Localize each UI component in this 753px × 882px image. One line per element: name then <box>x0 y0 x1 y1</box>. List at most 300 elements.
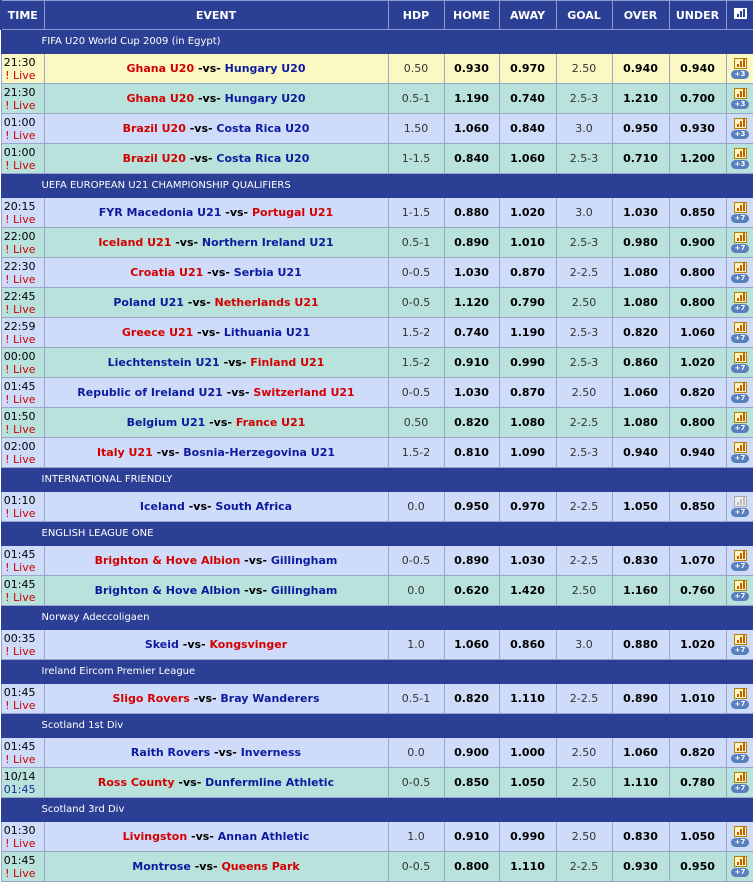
chart-bar <box>737 124 739 127</box>
chart-bar <box>743 323 745 331</box>
away-team[interactable]: Kongsvinger <box>209 638 287 651</box>
match-time: 01:45 <box>2 548 36 561</box>
home-odds[interactable]: 0.820 <box>444 408 499 438</box>
over-odds[interactable]: 1.060 <box>612 378 669 408</box>
match-row <box>1 288 753 318</box>
chart-bar <box>743 773 745 781</box>
home-odds[interactable]: 1.030 <box>444 378 499 408</box>
home-odds[interactable]: 0.880 <box>444 198 499 228</box>
chart-icon[interactable] <box>734 58 747 69</box>
live-indicator[interactable]: ! Live <box>2 243 36 256</box>
match-event <box>44 198 388 228</box>
match-icons <box>726 546 753 576</box>
goal-line: 2-2.5 <box>556 852 612 882</box>
live-indicator[interactable]: ! Live <box>2 99 36 112</box>
away-odds[interactable]: 1.420 <box>499 576 556 606</box>
goal-line: 2.5-3 <box>556 84 612 114</box>
chart-bar <box>740 385 742 391</box>
home-odds[interactable]: 0.910 <box>444 822 499 852</box>
home-odds[interactable]: 1.190 <box>444 84 499 114</box>
home-team[interactable]: Sligo Rovers <box>113 692 190 705</box>
home-team[interactable]: Poland U21 <box>113 296 184 309</box>
live-indicator[interactable]: ! Live <box>2 753 36 766</box>
away-odds[interactable]: 0.970 <box>499 54 556 84</box>
goal-line: 2-2.5 <box>556 408 612 438</box>
chart-bar <box>743 635 745 643</box>
vs-separator: -vs- <box>207 266 230 279</box>
vs-separator: -vs- <box>244 554 267 567</box>
away-team[interactable]: Lithuania U21 <box>224 326 310 339</box>
home-team[interactable]: Iceland <box>140 500 185 513</box>
away-odds[interactable]: 1.090 <box>499 438 556 468</box>
chart-icon[interactable] <box>734 88 747 99</box>
home-team[interactable]: Brazil U20 <box>123 122 186 135</box>
away-team[interactable]: Netherlands U21 <box>214 296 318 309</box>
live-indicator[interactable]: ! Live <box>2 363 36 376</box>
more-markets-icon[interactable]: +7 <box>731 838 749 847</box>
home-odds[interactable]: 0.620 <box>444 576 499 606</box>
home-odds[interactable]: 1.060 <box>444 630 499 660</box>
home-team[interactable]: Ghana U20 <box>127 62 195 75</box>
over-odds[interactable]: 0.930 <box>612 852 669 882</box>
match-event <box>44 738 388 768</box>
away-odds[interactable]: 0.970 <box>499 492 556 522</box>
match-time-cell <box>1 114 44 144</box>
more-markets-icon[interactable]: +7 <box>731 754 749 763</box>
home-odds[interactable]: 1.120 <box>444 288 499 318</box>
match-row <box>1 318 753 348</box>
chart-bar <box>743 743 745 751</box>
away-team[interactable]: Serbia U21 <box>234 266 302 279</box>
goal-line: 3.0 <box>556 630 612 660</box>
match-icons <box>726 318 753 348</box>
away-team[interactable]: Gillingham <box>271 554 338 567</box>
over-odds[interactable]: 0.860 <box>612 348 669 378</box>
home-odds[interactable]: 0.900 <box>444 738 499 768</box>
match-time: 01:45 <box>2 578 36 591</box>
away-odds[interactable]: 1.110 <box>499 684 556 714</box>
more-markets-icon[interactable]: +7 <box>731 700 749 709</box>
home-odds[interactable]: 0.800 <box>444 852 499 882</box>
away-odds[interactable]: 0.990 <box>499 822 556 852</box>
away-team[interactable]: Annan Athletic <box>218 830 310 843</box>
under-odds[interactable]: 0.930 <box>669 114 726 144</box>
over-odds[interactable]: 0.830 <box>612 822 669 852</box>
under-odds[interactable]: 0.800 <box>669 408 726 438</box>
chart-bar <box>743 689 745 697</box>
home-odds[interactable]: 0.890 <box>444 228 499 258</box>
under-odds[interactable]: 1.200 <box>669 144 726 174</box>
chart-icon[interactable] <box>734 232 747 243</box>
live-indicator[interactable]: ! Live <box>2 591 36 604</box>
home-team[interactable]: Republic of Ireland U21 <box>77 386 223 399</box>
chart-bar <box>737 358 739 361</box>
vs-separator: -vs- <box>224 356 247 369</box>
live-indicator[interactable]: ! Live <box>2 837 36 850</box>
more-markets-icon[interactable]: +3 <box>731 100 749 109</box>
under-odds[interactable]: 0.800 <box>669 288 726 318</box>
chart-icon[interactable] <box>734 742 747 753</box>
away-odds[interactable]: 0.790 <box>499 288 556 318</box>
more-markets-icon[interactable]: +7 <box>731 364 749 373</box>
more-markets-icon[interactable]: +7 <box>731 214 749 223</box>
home-team[interactable]: Liechtenstein U21 <box>108 356 220 369</box>
match-row <box>1 768 753 798</box>
over-odds[interactable]: 0.820 <box>612 318 669 348</box>
handicap-line: 1-1.5 <box>388 144 444 174</box>
over-odds[interactable]: 0.890 <box>612 684 669 714</box>
chart-bar <box>743 383 745 391</box>
chart-icon[interactable] <box>734 580 747 591</box>
more-markets-icon[interactable]: +7 <box>731 244 749 253</box>
home-team[interactable]: Montrose <box>132 860 191 873</box>
icon-stack <box>727 688 753 709</box>
chart-icon[interactable] <box>734 550 747 561</box>
home-team[interactable]: Skeid <box>145 638 179 651</box>
home-team[interactable]: Greece U21 <box>122 326 193 339</box>
home-team[interactable]: Croatia U21 <box>130 266 203 279</box>
match-event <box>44 54 388 84</box>
icon-stack <box>727 550 753 571</box>
home-odds[interactable]: 1.030 <box>444 258 499 288</box>
over-odds[interactable]: 0.940 <box>612 54 669 84</box>
chart-icon[interactable] <box>734 382 747 393</box>
home-odds[interactable]: 0.810 <box>444 438 499 468</box>
home-odds[interactable]: 1.060 <box>444 114 499 144</box>
live-indicator[interactable]: ! Live <box>2 867 36 880</box>
handicap-line: 0-0.5 <box>388 768 444 798</box>
match-time-cell <box>1 684 44 714</box>
live-indicator[interactable]: ! Live <box>2 453 36 466</box>
live-indicator[interactable]: ! Live <box>2 129 36 142</box>
under-odds[interactable]: 0.850 <box>669 198 726 228</box>
icon-stack <box>727 148 753 169</box>
away-odds[interactable]: 0.860 <box>499 630 556 660</box>
more-markets-icon[interactable]: +7 <box>731 304 749 313</box>
more-markets-icon[interactable]: +7 <box>731 274 749 283</box>
handicap-line: 0-0.5 <box>388 852 444 882</box>
chart-icon[interactable] <box>734 148 747 159</box>
home-odds[interactable]: 0.820 <box>444 684 499 714</box>
match-time-cell <box>1 492 44 522</box>
col-stats[interactable] <box>726 1 753 30</box>
icon-stack <box>727 382 753 403</box>
chart-bar <box>743 581 745 589</box>
home-team[interactable]: Brighton & Hove Albion <box>95 584 241 597</box>
match-row <box>1 258 753 288</box>
chart-bar <box>743 497 745 505</box>
away-team[interactable]: Northern Ireland U21 <box>202 236 334 249</box>
match-row <box>1 228 753 258</box>
match-event <box>44 228 388 258</box>
more-markets-icon[interactable]: +3 <box>731 160 749 169</box>
handicap-line: 0.5-1 <box>388 684 444 714</box>
match-row <box>1 630 753 660</box>
goal-line: 2.50 <box>556 576 612 606</box>
away-odds[interactable]: 0.990 <box>499 348 556 378</box>
away-odds[interactable]: 1.080 <box>499 408 556 438</box>
chart-icon[interactable] <box>734 772 747 783</box>
over-odds[interactable]: 1.080 <box>612 288 669 318</box>
under-odds[interactable]: 0.940 <box>669 54 726 84</box>
away-team[interactable]: Dunfermline Athletic <box>205 776 334 789</box>
away-team[interactable]: Finland U21 <box>250 356 324 369</box>
away-odds[interactable]: 1.010 <box>499 228 556 258</box>
more-markets-icon[interactable]: +7 <box>731 562 749 571</box>
away-odds[interactable]: 1.190 <box>499 318 556 348</box>
icon-stack <box>727 826 753 847</box>
under-odds[interactable]: 1.050 <box>669 822 726 852</box>
more-markets-icon[interactable]: +7 <box>731 454 749 463</box>
home-odds[interactable]: 0.740 <box>444 318 499 348</box>
under-odds[interactable]: 1.020 <box>669 348 726 378</box>
home-team[interactable]: Brazil U20 <box>123 152 186 165</box>
over-odds[interactable]: 0.710 <box>612 144 669 174</box>
match-icons <box>726 768 753 798</box>
goal-line: 2-2.5 <box>556 546 612 576</box>
chart-icon[interactable] <box>734 202 747 213</box>
match-time: 21:30 <box>2 56 36 69</box>
over-odds[interactable]: 1.060 <box>612 738 669 768</box>
live-indicator[interactable]: ! Live <box>2 303 36 316</box>
league-title: ENGLISH LEAGUE ONE <box>1 522 753 546</box>
away-team[interactable]: Costa Rica U20 <box>216 152 309 165</box>
live-indicator[interactable]: ! Live <box>2 213 36 226</box>
chart-bar <box>737 586 739 589</box>
under-odds[interactable]: 0.850 <box>669 492 726 522</box>
match-time-cell <box>1 198 44 228</box>
league-header <box>1 714 753 738</box>
over-odds[interactable]: 1.160 <box>612 576 669 606</box>
under-odds[interactable]: 1.020 <box>669 630 726 660</box>
over-odds[interactable]: 0.940 <box>612 438 669 468</box>
under-odds[interactable]: 0.760 <box>669 576 726 606</box>
away-odds[interactable]: 1.110 <box>499 852 556 882</box>
live-indicator[interactable]: ! Live <box>2 699 36 712</box>
away-odds[interactable]: 0.840 <box>499 114 556 144</box>
icon-stack <box>727 412 753 433</box>
match-row <box>1 114 753 144</box>
match-event <box>44 684 388 714</box>
match-row <box>1 738 753 768</box>
away-team[interactable]: Bosnia-Herzegovina U21 <box>183 446 335 459</box>
match-time: 00:35 <box>2 632 36 645</box>
home-team[interactable]: Raith Rovers <box>131 746 210 759</box>
over-odds[interactable]: 1.050 <box>612 492 669 522</box>
away-team[interactable]: Bray Wanderers <box>220 692 319 705</box>
more-markets-icon[interactable]: +7 <box>731 784 749 793</box>
handicap-line: 1.5-2 <box>388 348 444 378</box>
home-team[interactable]: Belgium U21 <box>127 416 206 429</box>
vs-separator: -vs- <box>198 62 221 75</box>
home-team[interactable]: Ross County <box>98 776 175 789</box>
match-event <box>44 492 388 522</box>
goal-line: 2.5-3 <box>556 318 612 348</box>
live-indicator[interactable]: ! Live <box>2 333 36 346</box>
live-indicator[interactable]: 01:45 <box>2 783 36 796</box>
home-odds[interactable]: 0.910 <box>444 348 499 378</box>
away-team[interactable]: Costa Rica U20 <box>216 122 309 135</box>
col-time: TIME <box>1 1 44 30</box>
chart-bar <box>743 89 745 97</box>
match-time-cell <box>1 852 44 882</box>
live-indicator[interactable]: ! Live <box>2 69 36 82</box>
away-team[interactable]: France U21 <box>236 416 306 429</box>
vs-separator: -vs- <box>214 746 237 759</box>
under-odds[interactable]: 0.900 <box>669 228 726 258</box>
home-odds[interactable]: 0.840 <box>444 144 499 174</box>
under-odds[interactable]: 1.010 <box>669 684 726 714</box>
over-odds[interactable]: 0.980 <box>612 228 669 258</box>
match-event <box>44 438 388 468</box>
live-indicator[interactable]: ! Live <box>2 507 36 520</box>
more-markets-icon[interactable]: +7 <box>731 394 749 403</box>
chart-icon[interactable] <box>734 856 747 867</box>
vs-separator: -vs- <box>194 692 217 705</box>
chart-bar <box>740 829 742 835</box>
away-odds[interactable]: 1.020 <box>499 198 556 228</box>
more-markets-icon[interactable]: +7 <box>731 334 749 343</box>
under-odds[interactable]: 0.950 <box>669 852 726 882</box>
more-markets-icon[interactable]: +3 <box>731 130 749 139</box>
more-markets-icon[interactable]: +3 <box>731 70 749 79</box>
chart-icon[interactable] <box>734 118 747 129</box>
goal-line: 3.0 <box>556 114 612 144</box>
over-odds[interactable]: 0.830 <box>612 546 669 576</box>
away-team[interactable]: Hungary U20 <box>225 62 306 75</box>
under-odds[interactable]: 0.820 <box>669 378 726 408</box>
more-markets-icon[interactable]: +7 <box>731 508 749 517</box>
chart-icon[interactable] <box>734 292 747 303</box>
over-odds[interactable]: 1.080 <box>612 408 669 438</box>
chart-icon[interactable] <box>734 322 747 333</box>
under-odds[interactable]: 0.780 <box>669 768 726 798</box>
over-odds[interactable]: 1.110 <box>612 768 669 798</box>
home-team[interactable]: Iceland U21 <box>98 236 171 249</box>
under-odds[interactable]: 0.820 <box>669 738 726 768</box>
chart-icon[interactable] <box>734 688 747 699</box>
home-odds[interactable]: 0.930 <box>444 54 499 84</box>
match-event <box>44 144 388 174</box>
away-odds[interactable]: 1.050 <box>499 768 556 798</box>
chart-bar <box>743 353 745 361</box>
away-team[interactable]: Switzerland U21 <box>253 386 354 399</box>
over-odds[interactable]: 0.950 <box>612 114 669 144</box>
home-team[interactable]: FYR Macedonia U21 <box>99 206 222 219</box>
home-team[interactable]: Livingston <box>123 830 188 843</box>
chart-icon[interactable] <box>734 496 747 507</box>
match-time-cell <box>1 438 44 468</box>
over-odds[interactable]: 0.880 <box>612 630 669 660</box>
col-event: EVENT <box>44 1 388 30</box>
over-odds[interactable]: 1.030 <box>612 198 669 228</box>
home-odds[interactable]: 0.890 <box>444 546 499 576</box>
match-event <box>44 822 388 852</box>
live-indicator[interactable]: ! Live <box>2 645 36 658</box>
chart-bar <box>737 268 739 271</box>
chart-icon[interactable] <box>734 826 747 837</box>
chart-icon[interactable] <box>734 412 747 423</box>
match-icons <box>726 114 753 144</box>
col-home: HOME <box>444 1 499 30</box>
under-odds[interactable]: 1.070 <box>669 546 726 576</box>
away-team[interactable]: Gillingham <box>271 584 338 597</box>
chart-bar <box>737 154 739 157</box>
match-time: 01:00 <box>2 116 36 129</box>
vs-separator: -vs- <box>227 386 250 399</box>
away-team[interactable]: Inverness <box>241 746 301 759</box>
match-time-cell <box>1 348 44 378</box>
under-odds[interactable]: 0.940 <box>669 438 726 468</box>
under-odds[interactable]: 0.700 <box>669 84 726 114</box>
away-odds[interactable]: 1.000 <box>499 738 556 768</box>
away-team[interactable]: Portugal U21 <box>252 206 333 219</box>
away-team[interactable]: South Africa <box>215 500 292 513</box>
home-team[interactable]: Italy U21 <box>97 446 153 459</box>
match-time-cell <box>1 84 44 114</box>
home-odds[interactable]: 0.950 <box>444 492 499 522</box>
chart-icon[interactable] <box>734 262 747 273</box>
live-indicator[interactable]: ! Live <box>2 561 36 574</box>
more-markets-icon[interactable]: +7 <box>731 424 749 433</box>
away-odds[interactable]: 0.870 <box>499 378 556 408</box>
chart-bar <box>737 208 739 211</box>
live-indicator[interactable]: ! Live <box>2 393 36 406</box>
icon-stack <box>727 442 753 463</box>
league-header <box>1 798 753 822</box>
away-team[interactable]: Queens Park <box>221 860 299 873</box>
away-odds[interactable]: 1.060 <box>499 144 556 174</box>
under-odds[interactable]: 0.800 <box>669 258 726 288</box>
home-team[interactable]: Ghana U20 <box>127 92 195 105</box>
live-indicator[interactable]: ! Live <box>2 159 36 172</box>
more-markets-icon[interactable]: +7 <box>731 868 749 877</box>
more-markets-icon[interactable]: +7 <box>731 592 749 601</box>
live-indicator[interactable]: ! Live <box>2 273 36 286</box>
match-time-cell <box>1 546 44 576</box>
match-row <box>1 822 753 852</box>
chart-bar <box>740 205 742 211</box>
live-indicator[interactable]: ! Live <box>2 423 36 436</box>
away-team[interactable]: Hungary U20 <box>225 92 306 105</box>
match-time: 01:45 <box>2 740 36 753</box>
chart-icon[interactable] <box>734 442 747 453</box>
handicap-line: 0-0.5 <box>388 288 444 318</box>
over-odds[interactable]: 1.080 <box>612 258 669 288</box>
away-odds[interactable]: 1.030 <box>499 546 556 576</box>
away-odds[interactable]: 0.870 <box>499 258 556 288</box>
chart-bar <box>737 94 739 97</box>
chart-icon[interactable] <box>734 352 747 363</box>
away-odds[interactable]: 0.740 <box>499 84 556 114</box>
league-title: UEFA EUROPEAN U21 CHAMPIONSHIP QUALIFIERS <box>1 174 753 198</box>
chart-icon[interactable] <box>734 634 747 645</box>
stats-chart-icon[interactable] <box>734 8 747 19</box>
home-team[interactable]: Brighton & Hove Albion <box>95 554 241 567</box>
match-time-cell <box>1 228 44 258</box>
match-time-cell <box>1 630 44 660</box>
handicap-line: 0-0.5 <box>388 378 444 408</box>
chart-bar <box>743 827 745 835</box>
over-odds[interactable]: 1.210 <box>612 84 669 114</box>
league-title: Scotland 1st Div <box>1 714 753 738</box>
home-odds[interactable]: 0.850 <box>444 768 499 798</box>
more-markets-icon[interactable]: +7 <box>731 646 749 655</box>
under-odds[interactable]: 1.060 <box>669 318 726 348</box>
match-time: 01:45 <box>2 380 36 393</box>
match-row <box>1 54 753 84</box>
vs-separator: -vs- <box>178 776 201 789</box>
